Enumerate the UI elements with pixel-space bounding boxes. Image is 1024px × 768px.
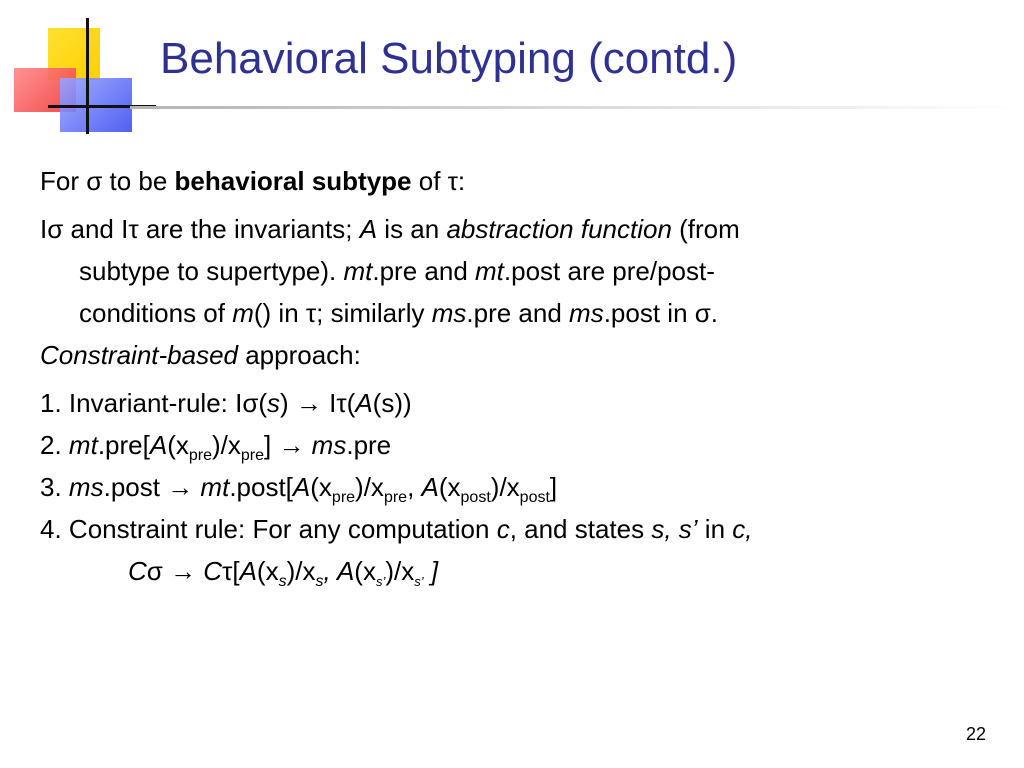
logo-vertical-line (86, 18, 89, 134)
rule-1: 1. Invariant-rule: Iσ(s) → Iτ(A(s)) (40, 388, 412, 418)
definition-line: For σ to be behavioral subtype of τ: (40, 166, 466, 196)
rule-3: 3. ms.post → $mt.post[A(x_{pre})/x_{pre}$, $A(x_{post})/x_{post}$] (40, 472, 558, 506)
logo-decoration (0, 0, 160, 140)
rule-2: 2. $mt.pre[A(x_{pre})/x_{pre}] \to ms.pre$ (40, 430, 392, 464)
approach-line: Constraint-based approach: (40, 340, 361, 370)
rule-4-formula: $C\sigma \to C\tau[A(x_s)/x_s$, $A(x_{s’})/x_{s’}$ ] (128, 556, 439, 590)
page-number: 22 (966, 724, 987, 744)
rule-4: 4. Constraint rule: For any computation c, and states s, s’ in c, (40, 514, 753, 544)
title-underline (130, 106, 1024, 109)
slide-title: Behavioral Subtyping (contd.) (160, 34, 738, 83)
invariants-line-1: Iσ and Iτ are the invariants; A is an abstraction function (from (40, 214, 740, 244)
invariants-line-3: conditions of m() in τ; similarly ms.pre and ms.post in σ. (79, 298, 719, 328)
slide-body (40, 160, 1000, 592)
invariants-line-2: subtype to supertype). mt.pre and mt.post are pre/post- (79, 256, 715, 286)
